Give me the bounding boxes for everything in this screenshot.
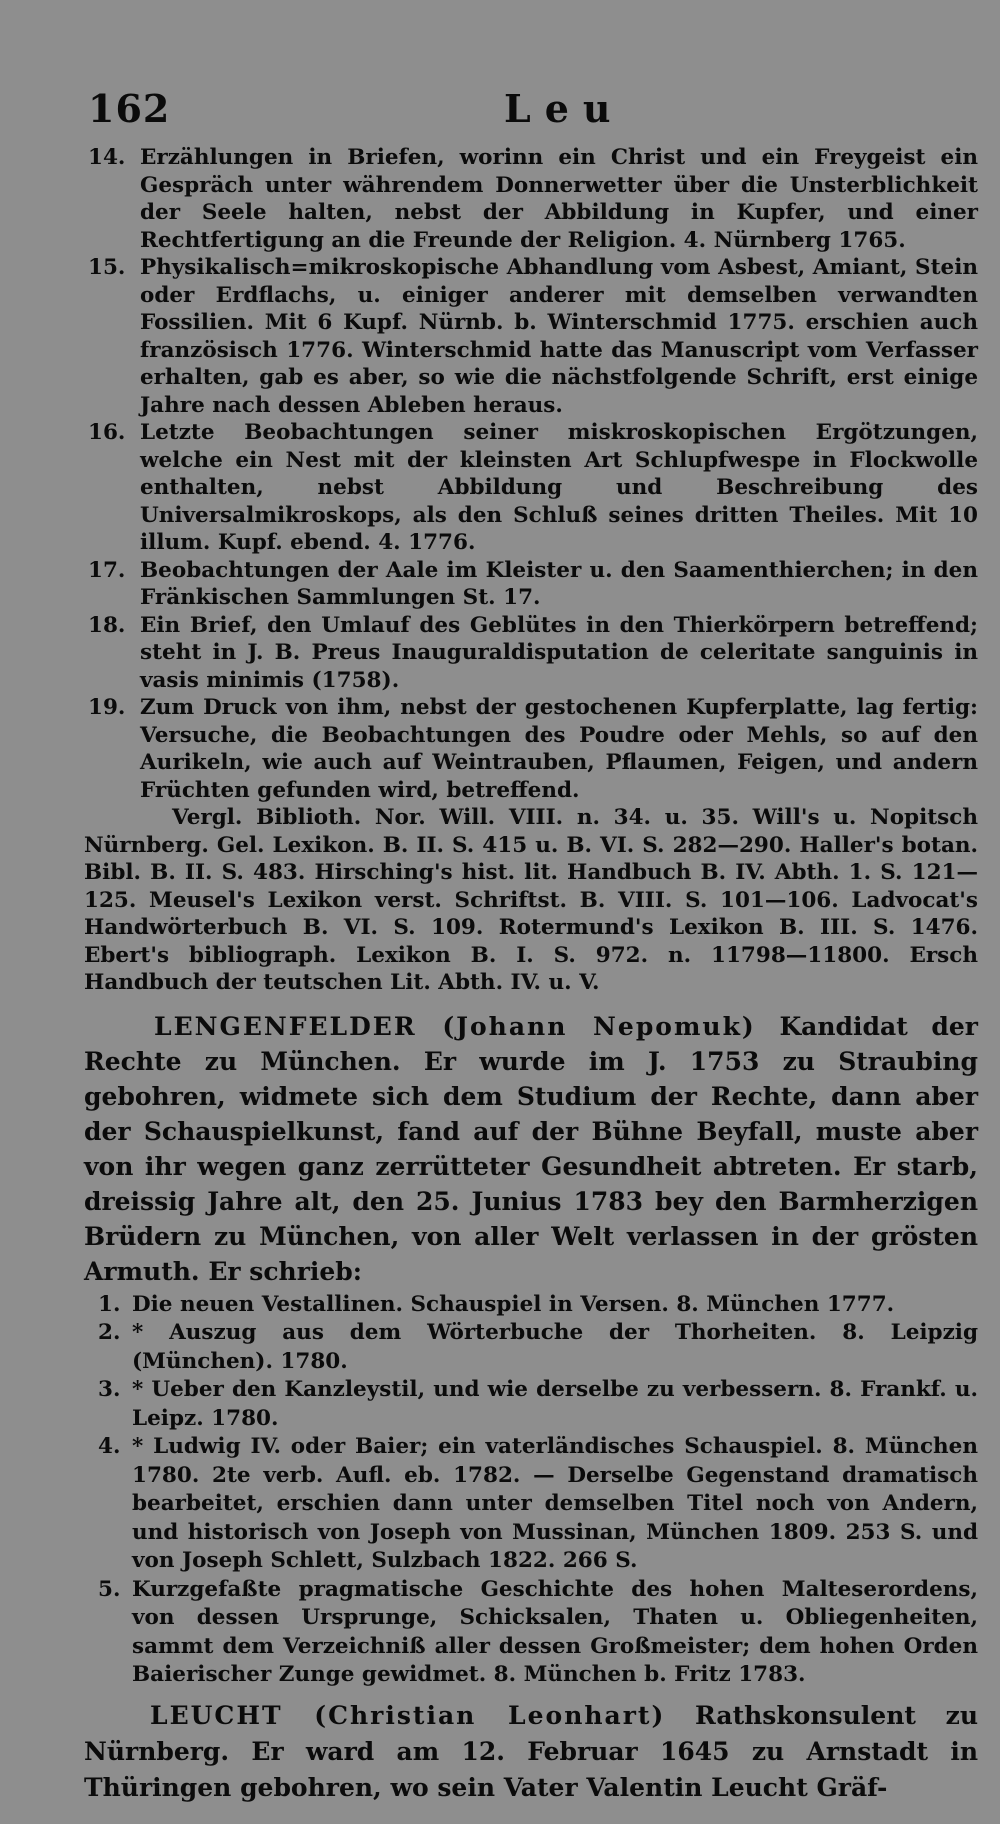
list-item	[84, 1319, 978, 1376]
item-text: Beobachtungen der Aale im Kleister u. den Saamenthierchen; in den Fränkischen Sammlungen St. 17.	[140, 557, 978, 610]
item-text: * Ueber den Kanzleystil, und wie derselbe zu verbessern. 8. Frankf. u. Leipz. 1780.	[132, 1377, 978, 1431]
item-text: * Ludwig IV. oder Baier; ein vaterländisches Schauspiel. 8. München 1780. 2te verb. Aufl. eb. 1782. — Derselbe Gegenstand dramatisch bearbeitet, erschien dann unter demselben Titel noch von Andern, und historisch von Joseph von Mussinan, München 1809. 253 S. und von Joseph Schlett, Sulzbach 1822. 266 S.	[132, 1434, 978, 1573]
item-text: Physikalisch=mikroskopische Abhandlung vom Asbest, Amiant, Stein oder Erdflachs, u. einiger anderer mit demselben verwandten Fossilien. Mit 6 Kupf. Nürnb. b. Winterschmid 1775. erschien auch französisch 1776. Winterschmid hatte das Manuscript vom Verfasser erhalten, gab es aber, so wie die nächstfolgende Schrift, erst einige Jahre nach dessen Ableben heraus.	[140, 255, 978, 418]
list-item	[84, 419, 978, 557]
biography-text: Rathskonsulent zu Nürnberg. Er ward am 12. Februar 1645 zu Arnstadt in Thüringen gebohren, wo sein Vater Valentin Leucht Gräf-	[84, 1700, 978, 1802]
works-list-lengenfelder	[84, 1291, 978, 1690]
running-head: Leu	[504, 86, 625, 131]
item-number: 1.	[98, 1291, 121, 1317]
page-number: 162	[88, 86, 171, 131]
references-paragraph: Vergl. Biblioth. Nor. Will. VIII. n. 34. u. 35. Will's u. Nopitsch Nürnberg. Gel. Lexikon. B. II. S. 415 u. B. VI. S. 282—290. Haller's botan. Bibl. B. II. S. 483. Hirsching's hist. lit. Handbuch B. IV. Abth. 1. S. 121—125. Meusel's Lexikon verst. Schriftst. B. VIII. S. 101—106. Ladvocat's Handwörterbuch B. VI. S. 109. Rotermund's Lexikon B. III. S. 1476. Ebert's bibliograph. Lexikon B. I. S. 972. n. 11798—11800. Ersch Handbuch der teutschen Lit. Abth. IV. u. V.	[84, 805, 978, 995]
list-item	[84, 1433, 978, 1576]
item-text: * Auszug aus dem Wörterbuche der Thorheiten. 8. Leipzig (München). 1780.	[132, 1320, 978, 1374]
entry-name: LENGENFELDER (Johann Nepomuk)	[154, 1011, 756, 1041]
item-number: 5.	[98, 1576, 121, 1602]
item-number: 14.	[88, 145, 126, 170]
item-number: 19.	[88, 695, 126, 720]
page-header	[84, 86, 978, 140]
list-item	[84, 612, 978, 695]
item-number: 3.	[98, 1377, 121, 1402]
item-number: 17.	[88, 557, 126, 583]
biography-lengenfelder	[84, 1009, 978, 1289]
item-text: Die neuen Vestallinen. Schauspiel in Versen. 8. München 1777.	[132, 1291, 895, 1317]
biography-text: Kandidat der Rechte zu München. Er wurde im J. 1753 zu Straubing gebohren, widmete sich dem Studium der Rechte, dann aber der Schauspielkunst, fand auf der Bühne Beyfall, muste aber von ihr wegen ganz zerrütteter Gesundheit abtreten. Er starb, dreissig Jahre alt, den 25. Junius 1783 bey den Barmherzigen Brüdern zu München, von aller Welt verlassen in der grösten Armuth. Er schrieb:	[84, 1011, 978, 1286]
item-text: Erzählungen in Briefen, worinn ein Christ und ein Freygeist ein Gespräch unter währendem Donnerwetter über die Unsterblichkeit der Seele halten, nebst der Abbildung in Kupfer, und einer Rechtfertigung an die Freunde der Religion. 4. Nürnberg 1765.	[140, 145, 978, 253]
list-item	[84, 144, 978, 254]
item-number: 15.	[88, 255, 126, 280]
list-item	[84, 694, 978, 804]
biography-leucht	[84, 1698, 978, 1806]
entry-name: LEUCHT (Christian Leonhart)	[150, 1700, 666, 1730]
item-text: Ein Brief, den Umlauf des Geblütes in den Thierkörpern betreffend; steht in J. B. Preus Inauguraldisputation de celeritate sanguinis in vasis minimis (1758).	[140, 612, 978, 693]
item-text: Kurzgefaßte pragmatische Geschichte des hohen Malteserordens, von dessen Ursprunge, Schicksalen, Thaten u. Obliegenheiten, sammt dem Verzeichniß aller dessen Großmeister; dem hohen Orden Baierischer Zunge gewidmet. 8. München b. Fritz 1783.	[132, 1576, 978, 1687]
works-list-continued	[84, 144, 978, 804]
list-item	[84, 1291, 978, 1320]
list-item	[84, 1376, 978, 1433]
item-text: Letzte Beobachtungen seiner miskroskopischen Ergötzungen, welche ein Nest mit der kleinsten Art Schlupfwespe in Flockwolle enthalten, nebst Abbildung und Beschreibung des Universalmikroskops, als den Schluß seines dritten Theiles. Mit 10 illum. Kupf. ebend. 4. 1776.	[140, 420, 978, 555]
item-text: Zum Druck von ihm, nebst der gestochenen Kupferplatte, lag fertig: Versuche, die Beobachtungen des Poudre oder Mehls, so auf den Aurikeln, wie auch auf Weintrauben, Pflaumen, Feigen, und andern Früchten gefunden wird, betreffend.	[140, 695, 978, 803]
list-item	[84, 1576, 978, 1690]
list-item	[84, 557, 978, 612]
item-number: 16.	[88, 420, 126, 445]
item-number: 2.	[98, 1320, 121, 1345]
item-number: 18.	[88, 612, 126, 638]
item-number: 4.	[98, 1434, 121, 1459]
list-item	[84, 254, 978, 419]
